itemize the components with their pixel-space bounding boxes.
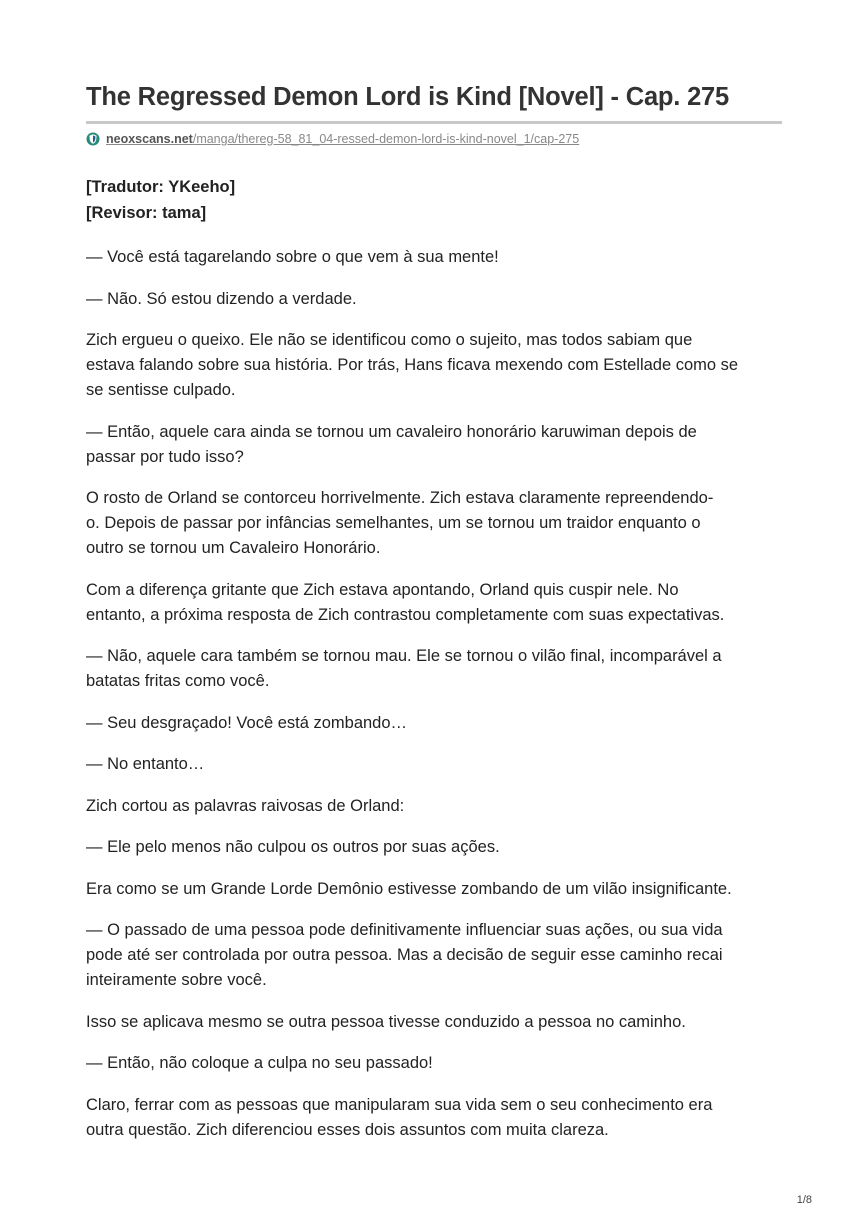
paragraph-line: Era como se um Grande Lorde Demônio estivesse zombando de um vilão insignificante. [86, 879, 732, 898]
paragraph-gap [86, 270, 782, 287]
paragraph [86, 794, 782, 819]
paragraph-line: Com a diferença gritante que Zich estava apontando, Orland quis cuspir nele. No [86, 580, 679, 599]
paragraph-line: entanto, a próxima resposta de Zich contrastou completamente com suas expectativas. [86, 605, 725, 624]
paragraph [86, 644, 782, 694]
paragraph-line: — Então, não coloque a culpa no seu passado! [86, 1054, 433, 1072]
paragraph-line: o. Depois de passar por infâncias semelhantes, um se tornou um traidor enquanto o [86, 514, 701, 532]
paragraph [86, 918, 782, 993]
paragraph [86, 578, 782, 628]
paragraph-line: — O passado de uma pessoa pode definitivamente influenciar suas ações, ou sua vida [86, 921, 723, 939]
paragraph-gap [86, 1076, 782, 1093]
page-number: 1/8 [796, 1194, 812, 1206]
paragraph-line: — Então, aquele cara ainda se tornou um cavaleiro honorário karuwiman depois de [86, 422, 697, 441]
source-line [86, 132, 782, 146]
paragraph-line: Isso se aplicava mesmo se outra pessoa tivesse conduzido a pessoa no caminho. [86, 1012, 686, 1031]
paragraph [86, 1010, 782, 1035]
paragraph-line: outra questão. Zich diferenciou esses dois assuntos com muita clareza. [86, 1120, 609, 1139]
paragraph [86, 486, 782, 561]
source-domain: neoxscans.net [106, 132, 193, 146]
paragraph [86, 1093, 782, 1143]
credits-block [86, 174, 782, 226]
paragraph-gap [86, 561, 782, 578]
globe-shield-icon [86, 132, 100, 146]
paragraph-line: — Ele pelo menos não culpou os outros por suas ações. [86, 838, 500, 856]
paragraph [86, 752, 782, 777]
paragraph-line: Zich cortou as palavras raivosas de Orland: [86, 796, 405, 815]
paragraph-gap [86, 312, 782, 329]
paragraph-line: passar por tudo isso? [86, 447, 244, 466]
page-title: The Regressed Demon Lord is Kind [Novel] - Cap. 275 [86, 83, 730, 111]
paragraph-line: Zich ergueu o queixo. Ele não se identificou como o sujeito, mas todos sabiam que [86, 331, 693, 349]
paragraph-line: — Você está tagarelando sobre o que vem à sua mente! [86, 248, 499, 266]
paragraph-gap [86, 694, 782, 711]
paragraph [86, 328, 782, 403]
paragraph [86, 1051, 782, 1076]
paragraph-gap [86, 902, 782, 919]
translator-credit: [Tradutor: YKeeho] [86, 178, 236, 196]
paragraph-gap [86, 403, 782, 420]
paragraph-gap [86, 860, 782, 877]
paragraph [86, 287, 782, 312]
paragraph-line: estava falando sobre sua história. Por trás, Hans ficava mexendo com Estellade como se [86, 356, 739, 374]
paragraph-line: se sentisse culpado. [86, 381, 236, 399]
source-link[interactable] [106, 132, 579, 146]
paragraph-gap [86, 993, 782, 1010]
paragraph-gap [86, 777, 782, 794]
title-divider [86, 121, 782, 124]
document-page [86, 78, 782, 1143]
paragraph-gap [86, 470, 782, 487]
chapter-text [86, 245, 782, 1143]
paragraph [86, 245, 782, 270]
paragraph-line: — Seu desgraçado! Você está zombando… [86, 713, 408, 732]
paragraph-gap [86, 1035, 782, 1052]
source-path: /manga/thereg-58_81_04-ressed-demon-lord-is-kind-novel_1/cap-275 [192, 132, 580, 146]
paragraph [86, 835, 782, 860]
paragraph-gap [86, 736, 782, 753]
reviewer-credit: [Revisor: tama] [86, 204, 207, 222]
paragraph-line: O rosto de Orland se contorceu horrivelmente. Zich estava claramente repreendendo- [86, 489, 714, 507]
paragraph-line: outro se tornou um Cavaleiro Honorário. [86, 539, 381, 557]
paragraph [86, 711, 782, 736]
paragraph-gap [86, 628, 782, 645]
paragraph-gap [86, 819, 782, 836]
paragraph-line: Claro, ferrar com as pessoas que manipularam sua vida sem o seu conhecimento era [86, 1095, 713, 1114]
paragraph [86, 877, 782, 902]
paragraph-line: — No entanto… [86, 755, 205, 773]
paragraph-line: — Não. Só estou dizendo a verdade. [86, 289, 357, 308]
paragraph-line: — Não, aquele cara também se tornou mau. Ele se tornou o vilão final, incomparável a [86, 647, 722, 665]
paragraph-line: pode até ser controlada por outra pessoa. Mas a decisão de seguir esse caminho recai [86, 946, 723, 964]
paragraph-line: inteiramente sobre você. [86, 971, 267, 989]
paragraph-line: batatas fritas como você. [86, 672, 270, 690]
paragraph [86, 420, 782, 470]
